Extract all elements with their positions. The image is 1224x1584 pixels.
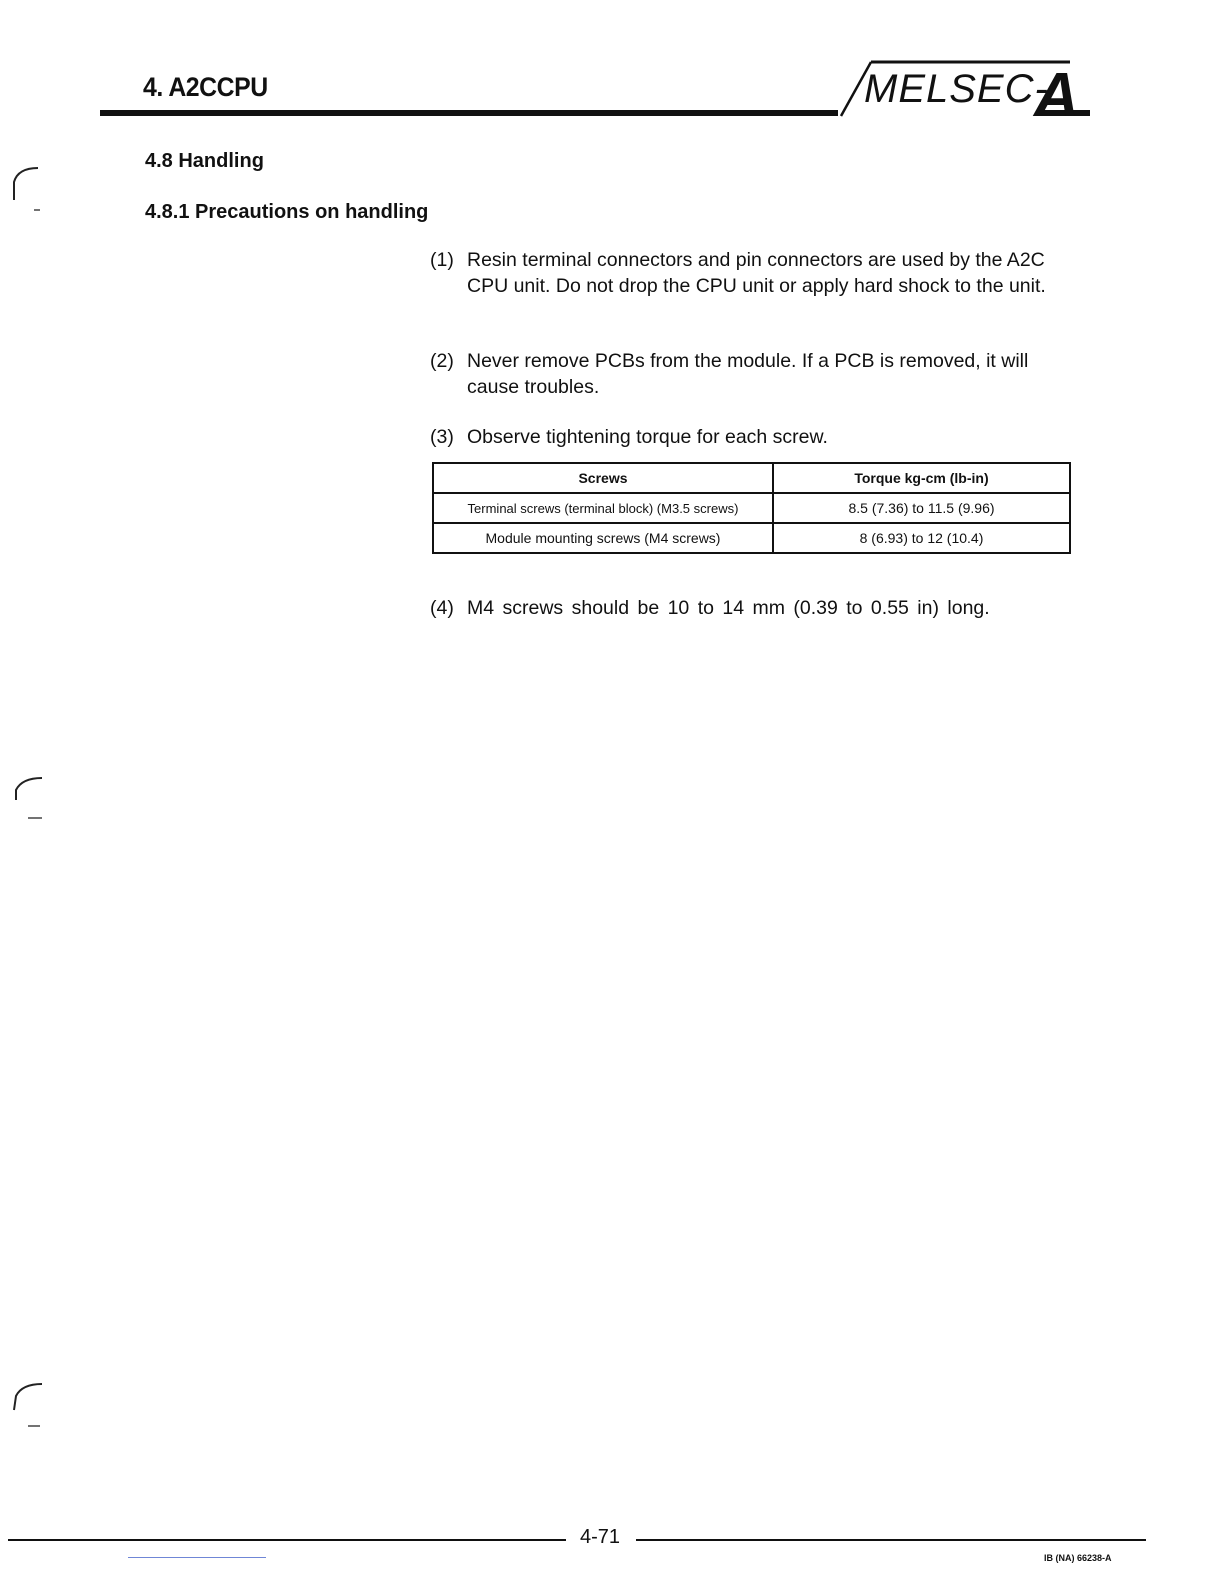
table-cell: Module mounting screws (M4 screws): [433, 523, 773, 553]
torque-table: [432, 462, 1071, 554]
table-header-row: [433, 463, 1070, 493]
table-header-screws: Screws: [433, 463, 773, 493]
precaution-item-2: [430, 348, 1080, 400]
footer-rule-left: [8, 1539, 566, 1541]
item-text: Resin terminal connectors and pin connectors are used by the A2C CPU unit. Do not drop the CPU unit or apply hard shock to the unit.: [467, 249, 1046, 297]
table-cell: Terminal screws (terminal block) (M3.5 screws): [433, 493, 773, 523]
item-number: (4): [430, 597, 454, 619]
item-text: Never remove PCBs from the module. If a PCB is removed, it will cause troubles.: [467, 350, 1029, 398]
chapter-title: 4. A2CCPU: [143, 72, 268, 102]
table-cell: 8 (6.93) to 12 (10.4): [773, 523, 1070, 553]
item-text: M4 screws should be 10 to 14 mm (0.39 to 0.55 in) long.: [467, 597, 990, 619]
footer-rule-right: [636, 1539, 1146, 1541]
precaution-item-4: [430, 595, 1090, 621]
scan-underline: [128, 1557, 266, 1558]
document-code: IB (NA) 66238-A: [1044, 1553, 1112, 1563]
precaution-item-1: [430, 247, 1080, 299]
melsec-logo: [838, 58, 1088, 120]
binder-hole-mark: [8, 160, 48, 220]
item-number: (3): [430, 426, 454, 448]
table-cell: 8.5 (7.36) to 11.5 (9.96): [773, 493, 1070, 523]
item-number: (1): [430, 249, 454, 271]
table-row: [433, 523, 1070, 553]
binder-hole-mark: [8, 1376, 48, 1436]
section-title: 4.8 Handling: [145, 150, 264, 172]
logo-letter: A: [1034, 61, 1079, 120]
table-header-torque: Torque kg-cm (lb-in): [773, 463, 1070, 493]
table-row: [433, 493, 1070, 523]
binder-hole-mark: [8, 770, 48, 830]
subsection-title: 4.8.1 Precautions on handling: [145, 201, 429, 223]
page-number: 4-71: [580, 1526, 621, 1548]
precaution-item-3: [430, 424, 1080, 450]
item-text: Observe tightening torque for each screw.: [467, 426, 828, 448]
logo-text: MELSEC-: [864, 67, 1049, 111]
item-number: (2): [430, 350, 454, 372]
